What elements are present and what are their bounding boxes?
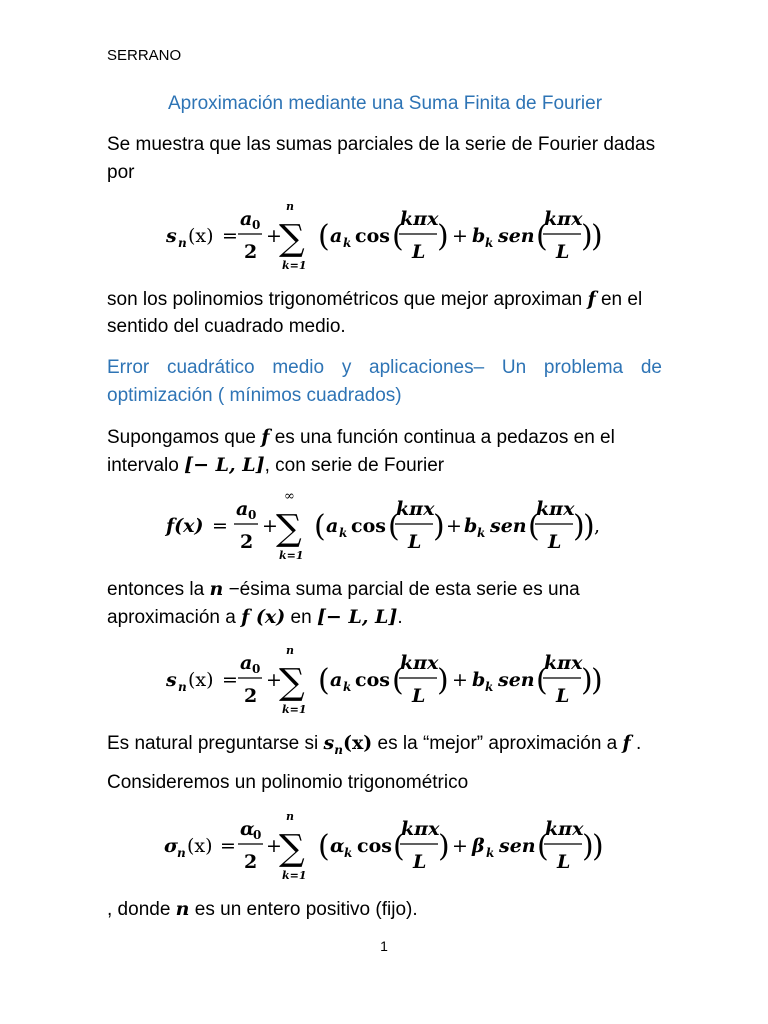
eq2-frac-den-2: L (548, 531, 562, 553)
eq1-two: 2 (244, 241, 258, 263)
eq3-a0: a (240, 652, 253, 674)
eq3-bk-sub: k (485, 680, 494, 694)
eq1-arg: (x) (188, 225, 214, 247)
eq2-bk: b (464, 515, 478, 537)
eq1-lower: k=1 (282, 259, 307, 272)
eq2-a0: a (236, 498, 249, 520)
eq3-plus2: + (452, 669, 468, 691)
eq4-frac-num-2: kπx (545, 818, 584, 840)
eq4-arg: (x) (187, 835, 213, 857)
donde-post: es un entero positivo (fijo). (189, 899, 418, 920)
eq3-a0-sub: 0 (252, 662, 261, 676)
q-arg: (x) (342, 732, 373, 754)
eq4-sigma: σ (164, 835, 179, 857)
eq4-sum: ∑ (279, 828, 305, 869)
eq3-s: s (166, 669, 177, 691)
section-title-2-line-2: optimización ( mínimos cuadrados) (107, 385, 402, 406)
eq1-frac-num-2: kπx (544, 208, 583, 230)
eq2-lparen3: ( (528, 509, 540, 544)
p2-l2-pre: aproximación a (107, 607, 242, 628)
eq2-frac-num-1: kπx (396, 498, 435, 520)
eq4-betak: β (472, 835, 485, 857)
eq4-cos: cos (357, 835, 392, 857)
eq1-sum: ∑ (279, 218, 305, 259)
equation-partial-sum-1 (0, 196, 768, 276)
eq2-plus2: + (446, 515, 462, 537)
eq4-equals: = (220, 835, 236, 857)
eq2-lparen: ( (314, 509, 326, 544)
eq3-rparen3: ) (581, 663, 593, 698)
intro-line-2: por (107, 162, 135, 183)
eq3-ak-sub: k (343, 680, 352, 694)
eq2-rparen: ) (583, 509, 595, 544)
p1-l2-pre: intervalo (107, 455, 185, 476)
eq4-alphak: α (330, 835, 345, 857)
eq3-equals: = (222, 669, 238, 691)
eq3-lparen2: ( (392, 663, 404, 698)
eq2-ak-sub: k (339, 526, 348, 540)
p2-l2-mid: en (285, 607, 317, 628)
eq3-plus: + (266, 669, 282, 691)
eq1-lparen: ( (318, 219, 330, 254)
intro-line-1: Se muestra que las sumas parciales de la serie de Fourier dadas (107, 134, 656, 155)
eq1-rparen: ) (591, 219, 603, 254)
section-title-1: Aproximación mediante una Suma Finita de Fourier (168, 93, 603, 114)
eq1-rparen3: ) (581, 219, 593, 254)
eq2-comma: , (594, 515, 601, 537)
eq2-ak: a (326, 515, 339, 537)
equation-partial-sum-2 (0, 640, 768, 720)
equation-trig-polynomial-svg (0, 806, 768, 886)
eq1-s: s (166, 225, 177, 247)
eq3-cos: cos (355, 669, 390, 691)
eq3-lparen3: ( (536, 663, 548, 698)
eq2-equals: = (212, 515, 228, 537)
eq1-plus: + (266, 225, 282, 247)
equation-fourier-series-svg (0, 486, 768, 566)
p2-n: n (209, 578, 224, 600)
eq3-arg: (x) (188, 669, 214, 691)
eq4-lparen: ( (318, 829, 330, 864)
eq4-two: 2 (244, 851, 258, 873)
eq2-cos: cos (351, 515, 386, 537)
after-line-1-post: en el (595, 289, 643, 310)
eq3-lparen: ( (318, 663, 330, 698)
p1-l2-post: , con serie de Fourier (264, 455, 445, 476)
eq4-rparen: ) (592, 829, 604, 864)
eq1-bk-sub: k (485, 236, 494, 250)
eq4-rparen2: ) (438, 829, 450, 864)
eq1-frac-den-1: L (412, 241, 426, 263)
q-post: es la “mejor” aproximación a (372, 733, 623, 754)
eq4-betak-sub: k (486, 846, 495, 860)
eq4-lparen3: ( (537, 829, 549, 864)
eq2-bk-sub: k (477, 526, 486, 540)
eq1-bk: b (472, 225, 486, 247)
p2-interval: [− L, L] (316, 606, 398, 628)
eq3-frac-num-2: kπx (544, 652, 583, 674)
eq1-s-sub: n (178, 236, 187, 250)
eq2-rparen2: ) (433, 509, 445, 544)
eq3-rparen: ) (591, 663, 603, 698)
eq1-cos: cos (355, 225, 390, 247)
equation-fourier-series (0, 486, 768, 566)
eq2-two: 2 (240, 531, 254, 553)
p1-post: es una función continua a pedazos en el (269, 427, 615, 448)
eq3-upper-n: n (286, 644, 294, 657)
eq4-rparen3: ) (582, 829, 594, 864)
p1-interval: [− L, L] (184, 454, 265, 476)
eq4-upper-n: n (286, 810, 294, 823)
eq1-plus2: + (452, 225, 468, 247)
eq1-ak-sub: k (343, 236, 352, 250)
donde-line (107, 898, 418, 921)
eq2-fx: f(x) (166, 515, 204, 537)
eq2-frac-den-1: L (408, 531, 422, 553)
paragraph-1-line-1 (107, 426, 615, 449)
p2-fx: f (x) (241, 606, 286, 628)
eq3-lower: k=1 (282, 703, 307, 716)
paragraph-2-line-1 (107, 578, 580, 601)
equation-trig-polynomial (0, 806, 768, 886)
eq1-rparen2: ) (437, 219, 449, 254)
eq1-equals: = (222, 225, 238, 247)
eq3-sen: sen (498, 669, 535, 691)
eq3-frac-num-1: kπx (400, 652, 439, 674)
eq2-sen: sen (490, 515, 527, 537)
eq3-bk: b (472, 669, 486, 691)
eq1-upper-n: n (286, 200, 294, 213)
eq4-frac-num-1: kπx (401, 818, 440, 840)
after-line-1-f: f (587, 288, 596, 310)
after-line-2: sentido del cuadrado medio. (107, 316, 346, 337)
eq4-lparen2: ( (393, 829, 405, 864)
q-pre: Es natural preguntarse si (107, 733, 324, 754)
eq3-ak: a (330, 669, 343, 691)
p2-post: −ésima suma parcial de esta serie es una (223, 579, 580, 600)
consider-line: Consideremos un polinomio trigonométrico (107, 772, 469, 793)
eq1-lparen2: ( (392, 219, 404, 254)
after-line-1 (107, 288, 642, 311)
eq4-lower: k=1 (282, 869, 307, 882)
eq2-frac-num-2: kπx (536, 498, 575, 520)
eq4-plus: + (266, 835, 282, 857)
eq3-rparen2: ) (437, 663, 449, 698)
equation-partial-sum-2-svg (0, 640, 768, 720)
eq4-frac-den-2: L (557, 851, 571, 873)
p1-pre: Supongamos que (107, 427, 262, 448)
q-end: . (630, 733, 642, 754)
p2-pre: entonces la (107, 579, 210, 600)
eq4-alphak-sub: k (344, 846, 353, 860)
paragraph-1-line-2 (107, 454, 444, 477)
eq4-sen: sen (499, 835, 536, 857)
eq2-lparen2: ( (388, 509, 400, 544)
donde-n: n (175, 898, 190, 920)
after-line-1-pre: son los polinomios trigonométricos que mejor aproximan (107, 289, 588, 310)
eq2-rparen3: ) (573, 509, 585, 544)
eq1-frac-num-1: kπx (400, 208, 439, 230)
eq4-alpha0: α (240, 818, 255, 840)
eq1-sen: sen (498, 225, 535, 247)
q-f: f (622, 732, 631, 754)
eq1-ak: a (330, 225, 343, 247)
paragraph-2-line-2 (107, 606, 403, 629)
eq3-two: 2 (244, 685, 258, 707)
eq2-sum: ∑ (276, 508, 302, 549)
eq3-frac-den-1: L (412, 685, 426, 707)
eq1-lparen3: ( (536, 219, 548, 254)
eq1-a0: a (240, 208, 253, 230)
p2-l2-post: . (397, 607, 403, 628)
eq4-frac-den-1: L (413, 851, 427, 873)
eq4-alpha0-sub: 0 (253, 828, 262, 842)
page-number: 1 (380, 938, 388, 954)
header-author: SERRANO (107, 47, 182, 64)
question-line (107, 732, 641, 757)
p1-f: f (261, 426, 270, 448)
donde-pre: , donde (107, 899, 176, 920)
section-title-2-line-1: Error cuadrático medio y aplicaciones– Un problema de (107, 357, 662, 378)
eq1-a0-sub: 0 (252, 218, 261, 232)
eq2-upper-inf: ∞ (284, 489, 295, 504)
eq2-a0-sub: 0 (248, 508, 257, 522)
equation-partial-sum-1-svg (0, 196, 768, 276)
eq3-sum: ∑ (279, 662, 305, 703)
eq2-plus: + (262, 515, 278, 537)
eq3-s-sub: n (178, 680, 187, 694)
eq4-sigma-sub: n (177, 846, 186, 860)
q-s: s (323, 732, 335, 754)
eq1-frac-den-2: L (556, 241, 570, 263)
eq4-plus2: + (452, 835, 468, 857)
eq2-lower: k=1 (279, 549, 304, 562)
eq3-frac-den-2: L (556, 685, 570, 707)
q-s-sub: n (334, 742, 343, 757)
